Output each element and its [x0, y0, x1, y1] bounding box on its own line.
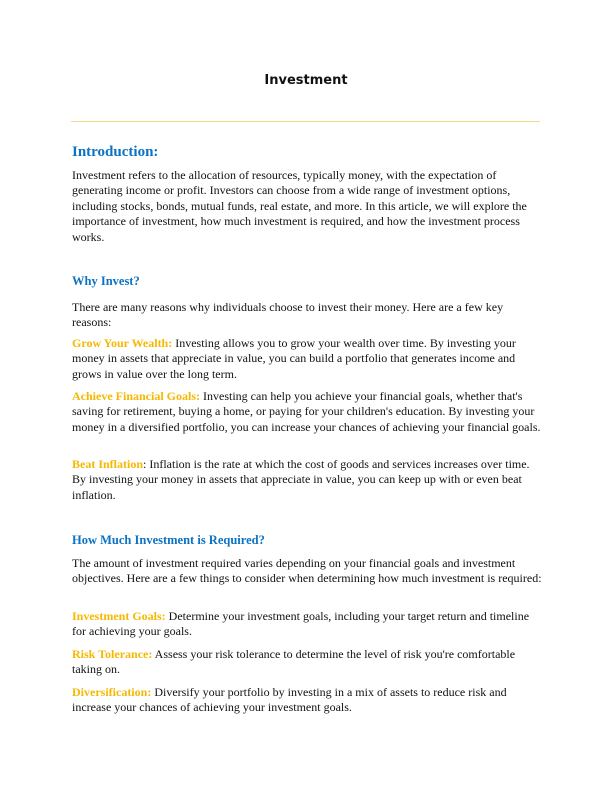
- list-item-beat-inflation: [72, 457, 544, 503]
- item-text: Diversify your portfolio by investing in a mix of assets to reduce risk and increase your chances of achieving your investment goals.: [72, 685, 507, 715]
- item-label: Achieve Financial Goals:: [72, 389, 200, 403]
- list-item-risk-tolerance: [72, 647, 544, 678]
- list-item-grow-wealth: [72, 336, 544, 382]
- why-invest-heading: Why Invest?: [72, 274, 140, 288]
- title-divider: [71, 121, 540, 122]
- item-text: Investing can help you achieve your financial goals, whether that's saving for retirement, buying a home, or paying for your children's education. By investing your money in a diversified portfolio, you can increase your chances of achieving your financial goals.: [72, 389, 541, 434]
- item-label: Risk Tolerance:: [72, 647, 153, 661]
- how-much-heading: How Much Investment is Required?: [72, 533, 265, 547]
- item-text: : Inflation is the rate at which the cost of goods and services increases over time. By investing your money in assets that appreciate in value, you can keep up with or even beat inflation.: [72, 457, 530, 502]
- intro-heading: Introduction:: [72, 144, 159, 160]
- list-item-investment-goals: [72, 609, 544, 640]
- list-item-financial-goals: [72, 389, 544, 435]
- intro-paragraph: Investment refers to the allocation of resources, typically money, with the expectation of generating income or profit. Investors can choose from a wide range of investment options, including stocks, bonds, mutual funds, real estate, and more. In this article, we will explore the importance of investment, how much investment is required, and how the investment process works.: [72, 168, 527, 244]
- item-text: Determine your investment goals, including your target return and timeline for achieving your goals.: [72, 609, 530, 639]
- list-item-diversification: [72, 685, 544, 716]
- item-text: Assess your risk tolerance to determine the level of risk you're comfortable taking on.: [72, 647, 516, 677]
- how-much-paragraph: The amount of investment required varies depending on your financial goals and investment objectives. Here are a few things to consider when determining how much investment is required:: [72, 556, 542, 586]
- item-text: Investing allows you to grow your wealth over time. By investing your money in assets that appreciate in value, you can build a portfolio that generates income and grows in value over the long term.: [72, 336, 516, 381]
- item-label: Investment Goals:: [72, 609, 166, 623]
- item-label: Diversification:: [72, 685, 152, 699]
- document-title: Investment: [264, 73, 348, 88]
- why-invest-paragraph: There are many reasons why individuals choose to invest their money. Here are a few key reasons:: [72, 300, 504, 330]
- item-label: Grow Your Wealth:: [72, 336, 173, 350]
- item-label: Beat Inflation: [72, 457, 144, 471]
